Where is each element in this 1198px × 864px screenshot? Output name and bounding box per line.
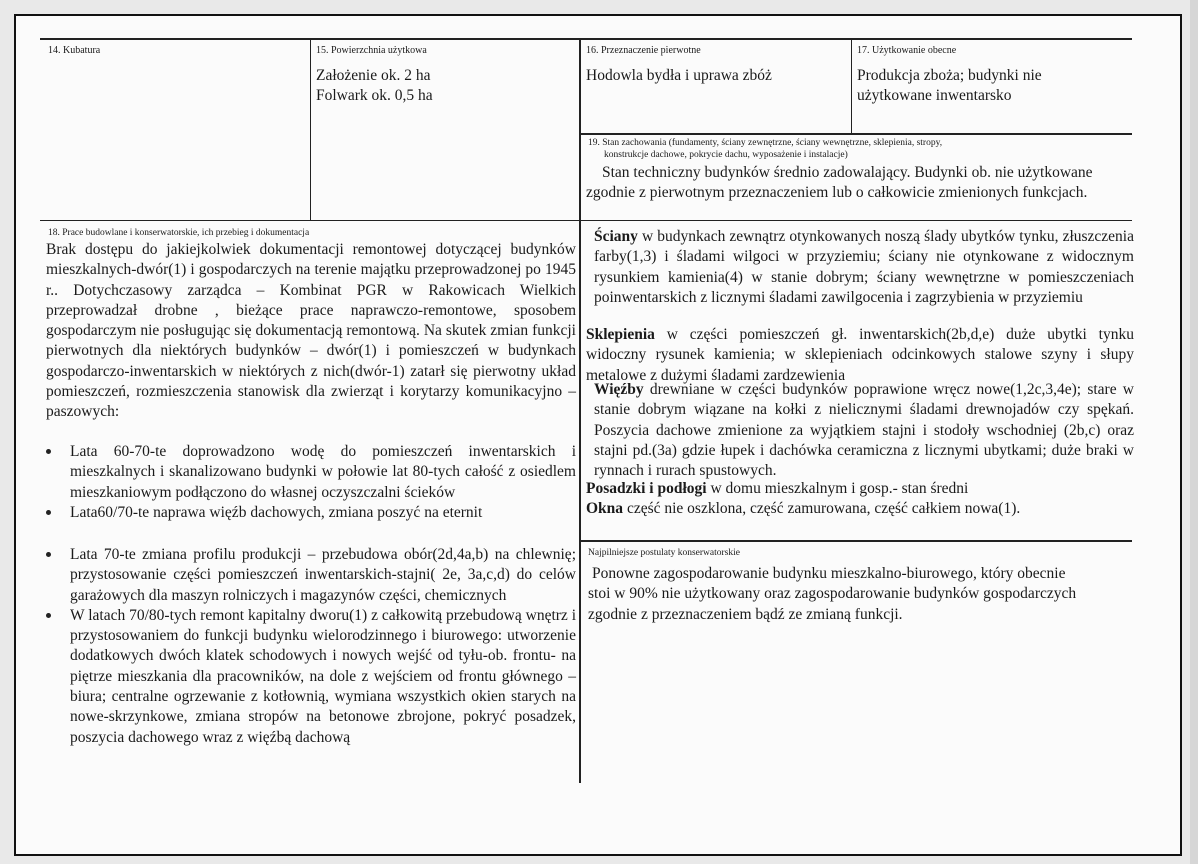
postulaty-text xyxy=(588,564,1134,625)
prace-bullets-b xyxy=(44,545,576,748)
rule-above-postulaty xyxy=(581,540,1132,542)
rule-above-19 xyxy=(581,133,1132,135)
intro-line-1: Stan techniczny budynków średnio zadowalający. Budynki ob. nie użytkowane xyxy=(602,164,1093,181)
page-edge-shadow xyxy=(1190,0,1198,864)
divider-col-14-15 xyxy=(310,39,311,221)
prace-bullet xyxy=(44,503,576,523)
prace-bullet xyxy=(44,545,576,606)
uzytkowanie-line-1: Produkcja zboża; budynki nie xyxy=(857,67,1042,84)
bullet-dot-icon xyxy=(46,510,51,515)
okna-text: część nie oszklona, część zamurowana, część całkiem nowa(1). xyxy=(623,500,1021,517)
prace-paragraph: Brak dostępu do jakiejkolwiek dokumentacji remontowej dotyczącej budynków mieszkalnych-dwór(1) i gospodarczych na terenie majątku przeprowadzonej po 1945 r.. Dotychczasowy zarządca – Kombinat PGR w Rakowicach Wielkich przeprowadzał drobne , bieżące prace naprawczo-remontowe, sposobem gospodarczym nie posługując się dokumentacją remontową. Na skutek zmian funkcji pierwotnych dla niektórych budynków – dwór(1) i pomieszczeń w budynkach gospodarczo-inwentarskich w niektórych z nich(dwór-1) zatarł się pierwotny układ pomieszczeń, rozmieszczenia stanowisk dla zwierząt i korytarzy komunikacyjno – paszowych: xyxy=(46,241,576,421)
stan-sciany xyxy=(594,227,1134,308)
rule-above-18 xyxy=(40,220,1132,221)
prace-bullet-text: Lata 60-70-te doprowadzono wodę do pomieszczeń inwentarskich i mieszkalnych i skanalizowano budynki w połowie lat 80-tych całość z osiedlem mieszkaniowym podłączono do własnej oczyszczalni ścieków xyxy=(70,443,576,501)
stan-okna xyxy=(586,499,1134,519)
prace-bullet-text: Lata60/70-te naprawa więźb dachowych, zmiana poszyć na eternit xyxy=(70,503,483,521)
powierzchnia-line-1: Założenie ok. 2 ha xyxy=(316,67,431,84)
prace-bullets-a xyxy=(44,442,576,523)
powierzchnia-label: 15. Powierzchnia użytkowa xyxy=(316,45,427,56)
stan-posadzki xyxy=(586,479,1134,499)
przeznaczenie-value: Hodowla bydła i uprawa zbóż xyxy=(586,67,772,84)
stan-zachowania-label-1: 19. Stan zachowania (fundamenty, ściany zewnętrzne, ściany wewnętrzne, sklepienia, stropy, xyxy=(588,138,943,148)
wiezby-term: Więźby xyxy=(594,381,644,398)
przeznaczenie-label: 16. Przeznaczenie pierwotne xyxy=(586,45,701,56)
bullet-dot-icon xyxy=(46,552,51,557)
uzytkowanie-label: 17. Użytkowanie obecne xyxy=(857,45,957,56)
postulaty-line-3: zgodnie z przeznaczeniem bądź ze zmianą funkcji. xyxy=(588,605,903,623)
prace-bullet-text: Lata 70-te zmiana profilu produkcji – przebudowa obór(2d,4a,b) na chlewnię; przystosowanie części pomieszczeń inwentarskich-stajni( 2e, 3a,c,d) do celów garażowych dla maszyn rolniczych i magazynów części, chemicznych xyxy=(70,546,576,604)
prace-bullet-text: W latach 70/80-tych remont kapitalny dworu(1) z całkowitą przebudową wnętrz i przystosowaniem do funkcji budynku wielorodzinnego i biurowego: utworzenie dodatkowych dwóch klatek schodowych i nowych wejść od tyłu-ob. frontu- na piętrze mieszkania dla pracowników, na dole z wejściem od frontu głównego – biura; centralne ogrzewanie z kotłownią, wymiana wszystkich okien starych na nowe-skrzynkowe, zmiana stropów na betonowe zbrojone, pokryć posadzek, poszycia dachowego wraz z więźbą dachową xyxy=(70,606,576,746)
powierzchnia-value xyxy=(316,66,433,107)
stan-zachowania-label-2: konstrukcje dachowe, pokrycie dachu, wyposażenie i instalacje) xyxy=(604,150,848,160)
sciany-text: w budynkach zewnątrz otynkowanych noszą ślady ubytków tynku, złuszczenia farby(1,3) i śladami wilgoci w przyziemiu; ściany nie otynkowane z widocznym rysunkiem kamienia(4) w stanie dobrym; ściany wewnętrzne w pomieszczeniach poinwentarskich z licznymi śladami zawilgocenia i zagrzybienia w przyziemiu xyxy=(594,228,1134,306)
posadzki-term: Posadzki i podłogi xyxy=(586,480,707,497)
postulaty-line-1: Ponowne zagospodarowanie budynku mieszkalno-biurowego, który obecnie xyxy=(592,565,1066,582)
stan-wiezby xyxy=(594,380,1134,481)
bullet-dot-icon xyxy=(46,613,51,618)
intro-line-2: zgodnie z pierwotnym przeznaczeniem lub o całkowicie zmienionych funkcjach. xyxy=(586,184,1088,202)
wiezby-text: drewniane w części budynków poprawione wręcz nowe(1,2c,3,4e); stare w stanie dobrym wiązane na kołki z nielicznymi śladami drewnojadów czy spękań. Poszycia dachowe zmienione za wyjątkiem stajni i stodoły wschodniej (2b,c) oraz stajni pd.(3a) gdzie łupek i dachówka ceramiczna z licznymi ubytkami; duże braki w rynnach i rurach spustowych. xyxy=(594,381,1134,480)
sklepienia-text: w części pomieszczeń gł. inwentarskich(2b,d,e) duże ubytki tynku widoczny rysunek kamienia; w sklepieniach odcinkowych stalowe szyny i słupy metalowe z dużymi śladami zardzewienia xyxy=(586,326,1134,384)
divider-col-center xyxy=(579,39,581,783)
uzytkowanie-value xyxy=(857,66,1042,107)
okna-term: Okna xyxy=(586,500,624,517)
stan-sklepienia xyxy=(586,325,1134,386)
prace-bullet xyxy=(44,606,576,748)
postulaty-label: Najpilniejsze postulaty konserwatorskie xyxy=(588,548,740,558)
postulaty-line-2: stoi w 90% nie użytkowany oraz zagospodarowanie budynków gospodarczych xyxy=(588,585,1077,603)
powierzchnia-line-2: Folwark ok. 0,5 ha xyxy=(316,87,433,105)
bullet-dot-icon xyxy=(46,449,51,454)
prace-label: 18. Prace budowlane i konserwatorskie, ich przebieg i dokumentacja xyxy=(48,228,310,238)
stan-zachowania-intro xyxy=(586,163,1134,204)
sklepienia-term: Sklepienia xyxy=(586,326,655,343)
uzytkowanie-line-2: użytkowane inwentarsko xyxy=(857,87,1012,105)
divider-col-16-17 xyxy=(851,39,852,134)
top-rule xyxy=(40,38,1132,40)
prace-bullet xyxy=(44,442,576,503)
sciany-term: Ściany xyxy=(594,228,638,245)
posadzki-text: w domu mieszkalnym i gosp.- stan średni xyxy=(706,480,969,497)
kubatura-label: 14. Kubatura xyxy=(48,45,101,56)
